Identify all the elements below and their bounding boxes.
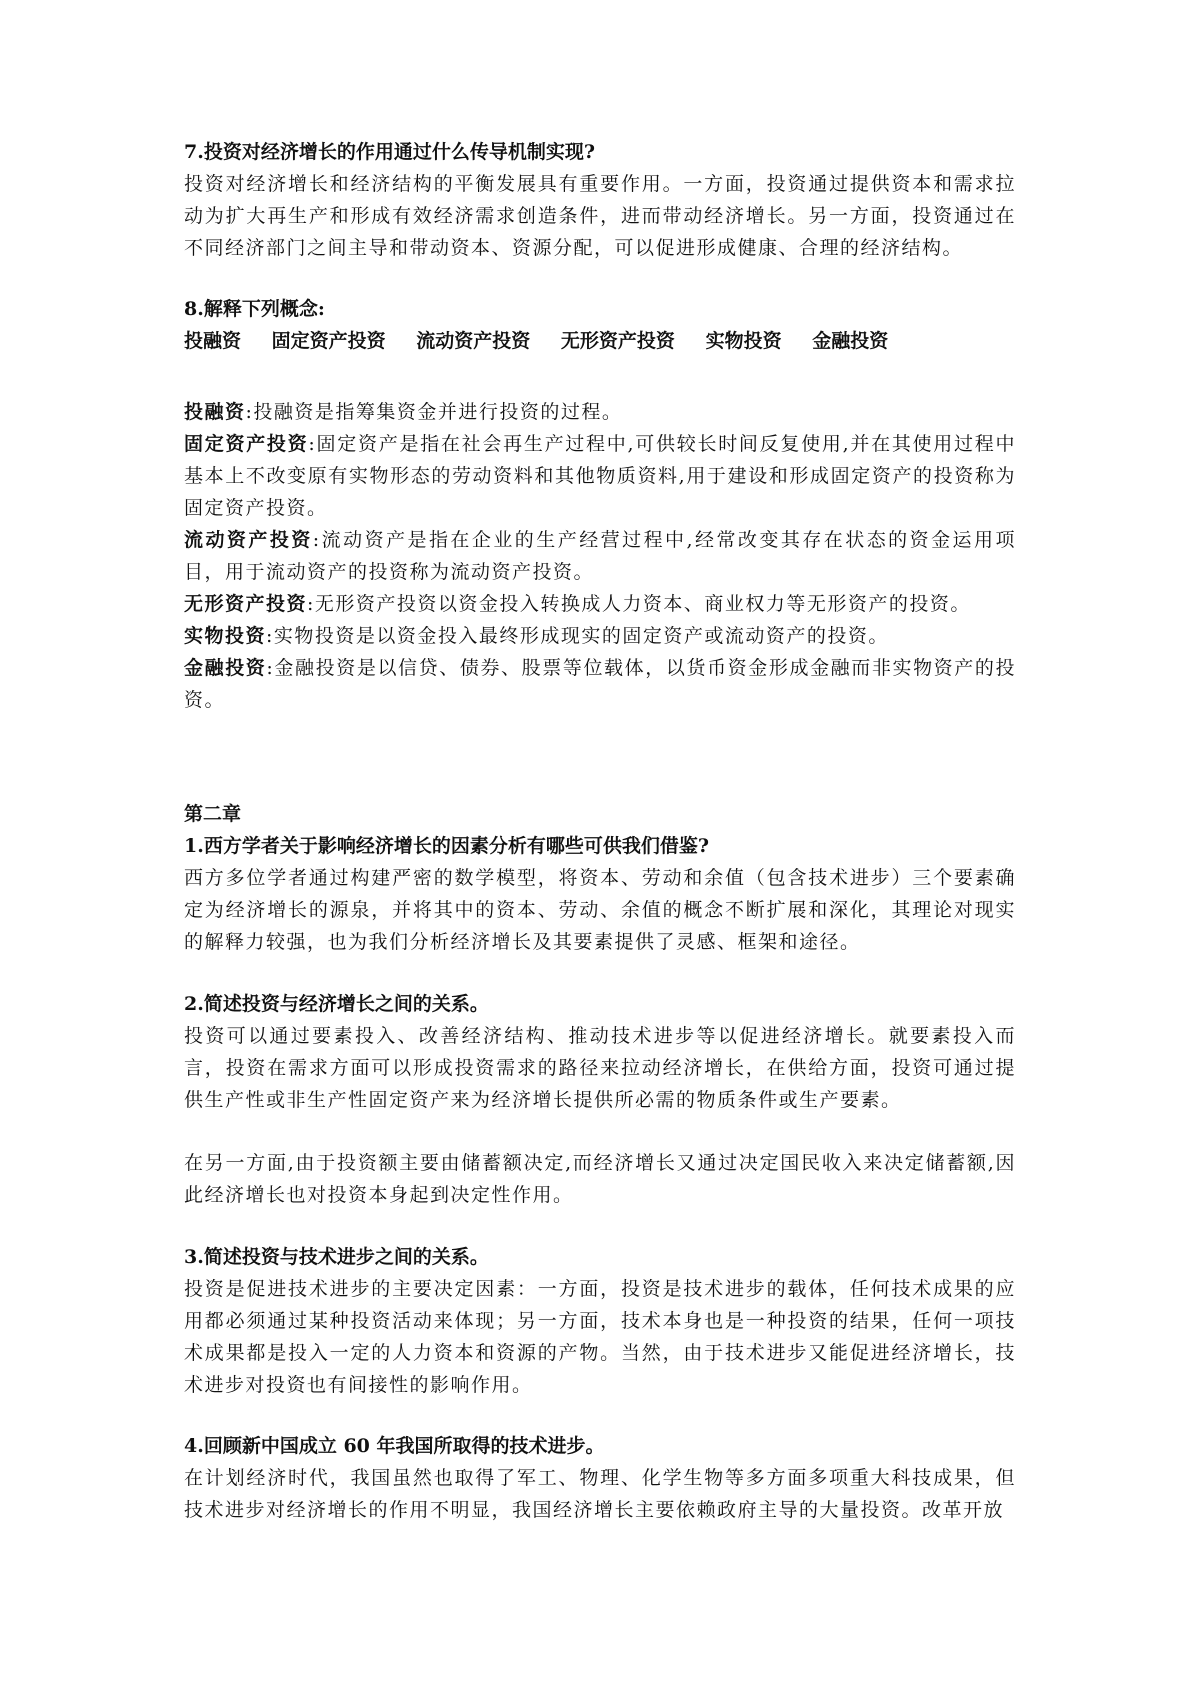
definition-term: 流动资产投资 — [184, 529, 313, 551]
definition-text: 流动资产是指在企业的生产经营过程中,经常改变其存在状态的资金运用项目，用于流动资产的投资称为流动资产投资。 — [184, 529, 1016, 583]
ch2-q3-heading: 3.简述投资与技术进步之间的关系。 — [184, 1246, 489, 1268]
term-item: 实物投资 — [705, 330, 782, 352]
definition-term: 投融资 — [184, 401, 246, 423]
definition-sep: : — [308, 433, 317, 455]
definition-sep: : — [266, 625, 274, 647]
ch2-q3-body: 投资是促进技术进步的主要决定因素：一方面，投资是技术进步的载体，任何技术成果的应用都必须通过某种投资活动来体现；另一方面，技术本身也是一种投资的结果，任何一项技术成果都是投入一定的人力资本和资源的产物。当然，由于技术进步又能促进经济增长，技术进步对投资也有间接性的影响作用。 — [184, 1278, 1016, 1396]
ch2-q4-body: 在计划经济时代，我国虽然也取得了军工、物理、化学生物等多方面多项重大科技成果，但技术进步对经济增长的作用不明显，我国经济增长主要依赖政府主导的大量投资。改革开放 — [184, 1467, 1016, 1521]
definition-term: 固定资产投资 — [184, 433, 309, 455]
ch2-q1-heading: 1.西方学者关于影响经济增长的因素分析有哪些可供我们借鉴? — [184, 835, 709, 857]
definition-sep: : — [307, 593, 315, 615]
definition-term: 无形资产投资 — [184, 593, 308, 615]
definition-sep: : — [245, 401, 254, 423]
ch2-q2-body-1: 投资可以通过要素投入、改善经济结构、推动技术进步等以促进经济增长。就要素投入而言，投资在需求方面可以形成投资需求的路径来拉动经济增长，在供给方面，投资可通过提供生产性或非生产性固定资产来为经济增长提供所必需的物质条件或生产要素。 — [184, 1025, 1016, 1111]
definition-sep: : — [266, 657, 275, 679]
definition-text: 固定资产是指在社会再生产过程中,可供较长时间反复使用,并在其使用过程中基本上不改变原有实物形态的劳动资料和其他物质资料,用于建设和形成固定资产的投资称为固定资产投资。 — [184, 433, 1016, 519]
term-item: 金融投资 — [812, 330, 889, 352]
ch2-q1-body: 西方多位学者通过构建严密的数学模型，将资本、劳动和余值（包含技术进步）三个要素确定为经济增长的源泉，并将其中的资本、劳动、余值的概念不断扩展和深化，其理论对现实的解释力较强，也为我们分析经济增长及其要素提供了灵感、框架和途径。 — [184, 867, 1016, 953]
definition-text: 投融资是指筹集资金并进行投资的过程。 — [253, 401, 623, 423]
term-item: 投融资 — [184, 330, 242, 352]
definition-item — [184, 396, 1016, 428]
definition-text: 实物投资是以资金投入最终形成现实的固定资产或流动资产的投资。 — [273, 625, 889, 647]
chapter-title: 第二章 — [184, 803, 242, 825]
definition-sep: : — [312, 529, 321, 551]
term-item: 无形资产投资 — [560, 330, 675, 352]
q8-term-list — [184, 325, 1016, 357]
term-item: 流动资产投资 — [416, 330, 531, 352]
definition-term: 金融投资 — [184, 657, 267, 679]
definition-term: 实物投资 — [184, 625, 267, 647]
definition-text: 金融投资是以信贷、债券、股票等位载体，以货币资金形成金融而非实物资产的投资。 — [184, 657, 1016, 711]
q7-heading: 7.投资对经济增长的作用通过什么传导机制实现? — [184, 141, 595, 163]
q8-heading: 8.解释下列概念: — [184, 298, 325, 320]
ch2-q2-heading: 2.简述投资与经济增长之间的关系。 — [184, 993, 489, 1015]
definitions — [184, 396, 1016, 716]
q7-body: 投资对经济增长和经济结构的平衡发展具有重要作用。一方面，投资通过提供资本和需求拉动为扩大再生产和形成有效经济需求创造条件，进而带动经济增长。另一方面，投资通过在不同经济部门之间主导和带动资本、资源分配，可以促进形成健康、合理的经济结构。 — [184, 173, 1016, 259]
term-item: 固定资产投资 — [271, 330, 386, 352]
definition-item — [184, 428, 1016, 524]
ch2-q2-body-2: 在另一方面,由于投资额主要由储蓄额决定,而经济增长又通过决定国民收入来决定储蓄额,因此经济增长也对投资本身起到决定性作用。 — [184, 1152, 1016, 1206]
ch2-q4-heading: 4.回顾新中国成立 60 年我国所取得的技术进步。 — [184, 1435, 605, 1457]
definition-item — [184, 588, 1016, 620]
definition-text: 无形资产投资以资金投入转换成人力资本、商业权力等无形资产的投资。 — [314, 593, 971, 615]
definition-item — [184, 620, 1016, 652]
definition-item — [184, 652, 1016, 716]
definition-item — [184, 524, 1016, 588]
